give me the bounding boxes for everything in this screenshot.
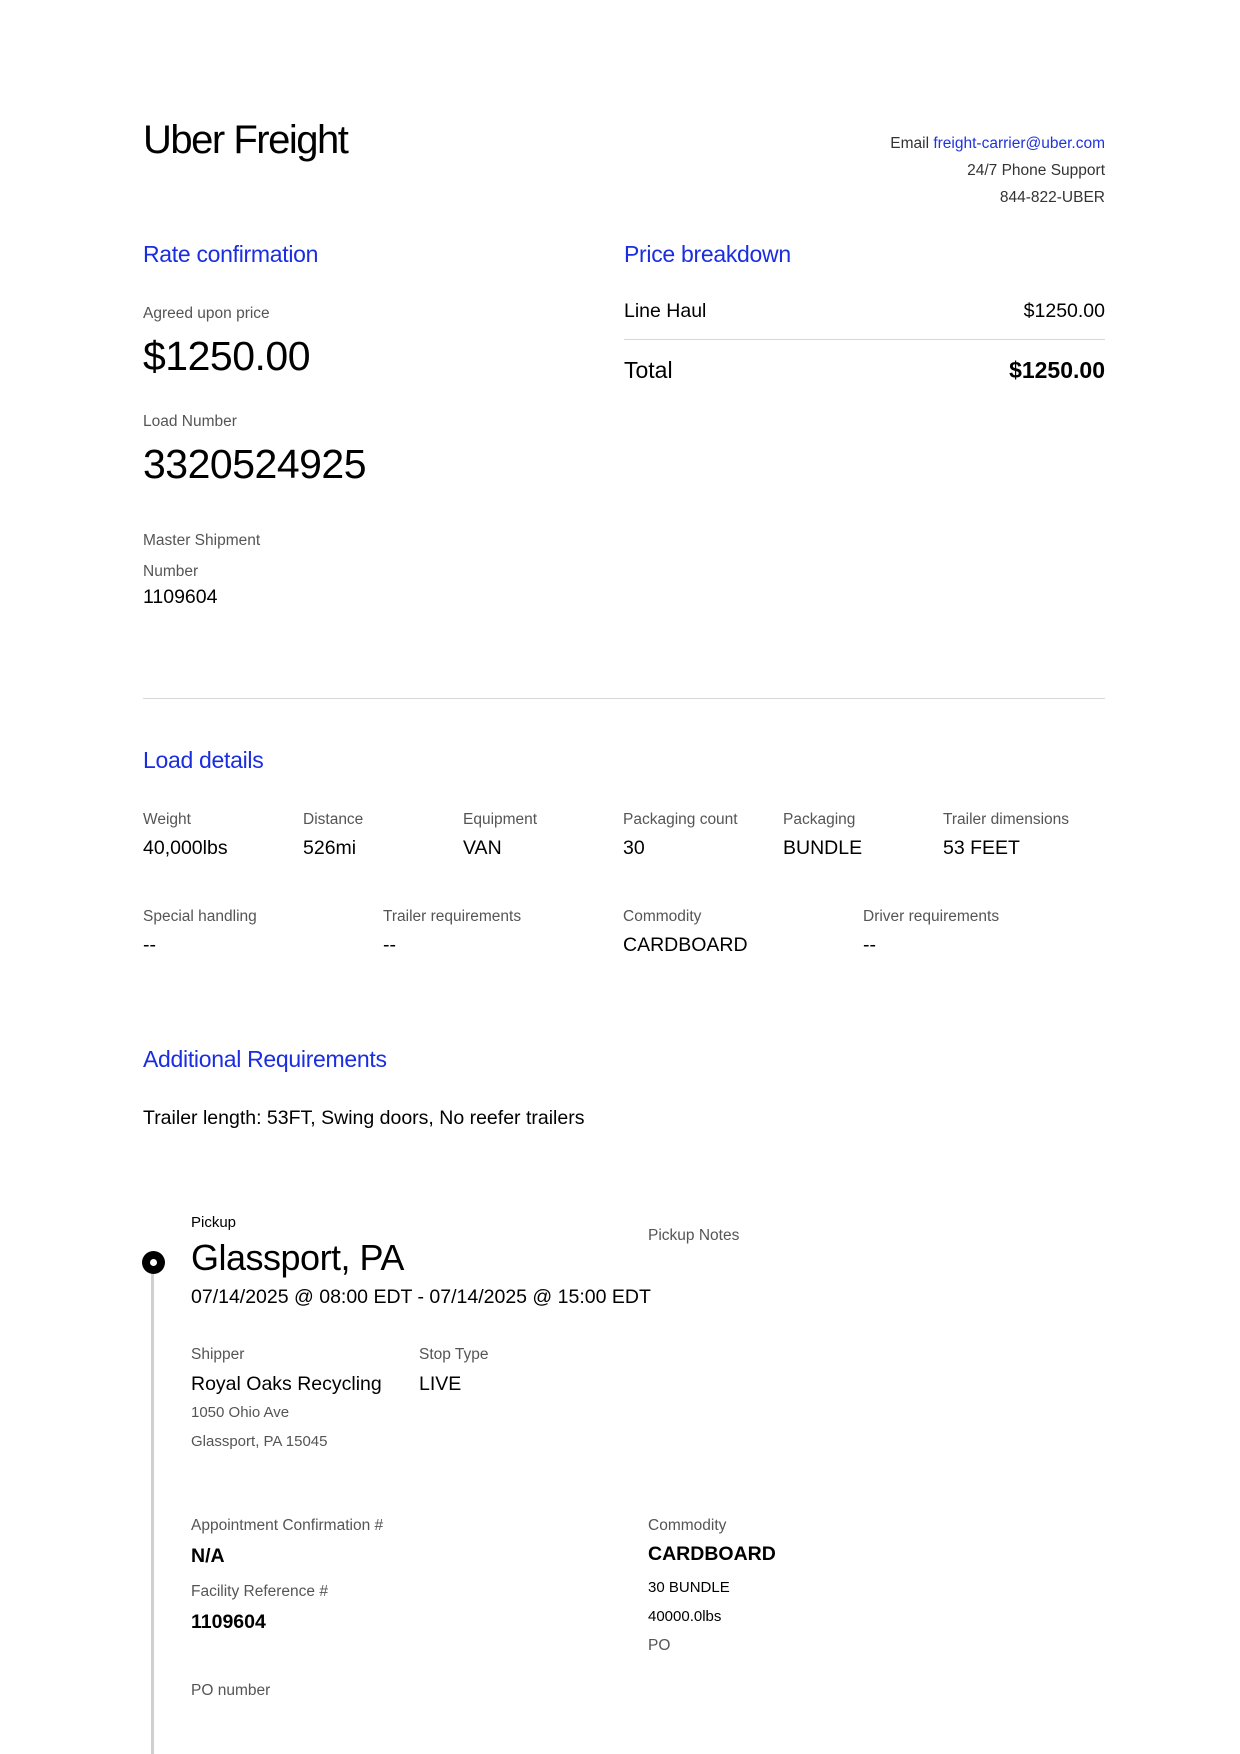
load-details-title: Load details bbox=[143, 747, 264, 773]
pickup-commodity-label: Commodity bbox=[648, 1517, 727, 1534]
distance-value: 526mi bbox=[303, 837, 357, 859]
load-weight bbox=[143, 811, 228, 860]
facility-reference-value: 1109604 bbox=[191, 1611, 266, 1633]
load-special-handling bbox=[143, 908, 257, 957]
price-breakdown-table bbox=[624, 300, 1105, 384]
load-equipment bbox=[463, 811, 537, 860]
pickup-stop-marker-icon bbox=[142, 1251, 165, 1274]
shipper-label: Shipper bbox=[191, 1346, 245, 1363]
pickup-notes-label: Pickup Notes bbox=[648, 1227, 740, 1244]
packaging-value: BUNDLE bbox=[783, 837, 863, 859]
shipper-address-line2: Glassport, PA 15045 bbox=[191, 1433, 328, 1450]
special-handling-value: -- bbox=[143, 934, 156, 956]
load-trailer-requirements bbox=[383, 908, 521, 957]
section-divider bbox=[143, 698, 1105, 699]
packaging-label: Packaging bbox=[783, 811, 856, 828]
master-shipment-label bbox=[143, 525, 260, 587]
trailer-requirements-label: Trailer requirements bbox=[383, 908, 522, 925]
shipper-name: Royal Oaks Recycling bbox=[191, 1373, 382, 1395]
line-haul-label: Line Haul bbox=[624, 300, 707, 322]
email-label: Email bbox=[890, 135, 930, 152]
agreed-price-value: $1250.00 bbox=[143, 333, 311, 379]
price-breakdown-title: Price breakdown bbox=[624, 241, 791, 267]
load-trailer-dimensions bbox=[943, 811, 1069, 860]
load-number-value: 3320524925 bbox=[143, 441, 367, 487]
pickup-commodity-weight: 40000.0lbs bbox=[648, 1608, 722, 1625]
additional-requirements-text: Trailer length: 53FT, Swing doors, No reefer trailers bbox=[143, 1107, 585, 1129]
contact-block bbox=[890, 130, 1105, 211]
load-driver-requirements bbox=[863, 908, 999, 957]
total-row bbox=[624, 357, 1105, 384]
price-divider bbox=[624, 339, 1105, 340]
stop-kind: Pickup bbox=[191, 1214, 237, 1231]
weight-label: Weight bbox=[143, 811, 191, 828]
load-packaging-count bbox=[623, 811, 738, 860]
load-packaging bbox=[783, 811, 862, 860]
load-commodity bbox=[623, 908, 748, 957]
master-shipment-value: 1109604 bbox=[143, 586, 218, 608]
equipment-label: Equipment bbox=[463, 811, 538, 828]
po-number-label: PO number bbox=[191, 1682, 271, 1699]
distance-label: Distance bbox=[303, 811, 364, 828]
timeline-line bbox=[151, 1274, 154, 1754]
rate-confirmation-title: Rate confirmation bbox=[143, 241, 319, 267]
commodity-value: CARDBOARD bbox=[623, 934, 748, 956]
uber-freight-logo: Uber Freight bbox=[143, 118, 348, 162]
stop-type-value: LIVE bbox=[419, 1373, 462, 1395]
line-haul-row bbox=[624, 300, 1105, 323]
commodity-label: Commodity bbox=[623, 908, 702, 925]
line-haul-value: $1250.00 bbox=[1023, 300, 1105, 322]
master-shipment-label-line1: Master Shipment bbox=[143, 532, 261, 549]
appointment-confirmation-value: N/A bbox=[191, 1545, 225, 1567]
appointment-confirmation-label: Appointment Confirmation # bbox=[191, 1517, 384, 1534]
special-handling-label: Special handling bbox=[143, 908, 257, 925]
driver-requirements-label: Driver requirements bbox=[863, 908, 1000, 925]
load-number-label: Load Number bbox=[143, 413, 237, 430]
email-link[interactable]: freight-carrier@uber.com bbox=[933, 135, 1105, 152]
packaging-count-label: Packaging count bbox=[623, 811, 738, 828]
pickup-po-label: PO bbox=[648, 1637, 671, 1654]
pickup-commodity-value: CARDBOARD bbox=[648, 1543, 776, 1565]
additional-requirements-title: Additional Requirements bbox=[143, 1046, 387, 1072]
load-distance bbox=[303, 811, 363, 860]
trailer-requirements-value: -- bbox=[383, 934, 396, 956]
packaging-count-value: 30 bbox=[623, 837, 645, 859]
weight-value: 40,000lbs bbox=[143, 837, 228, 859]
agreed-price-label: Agreed upon price bbox=[143, 305, 270, 322]
pickup-commodity-count: 30 BUNDLE bbox=[648, 1579, 730, 1596]
phone-number: 844-822-UBER bbox=[999, 189, 1105, 206]
master-shipment-label-line2: Number bbox=[143, 563, 199, 580]
phone-support-label: 24/7 Phone Support bbox=[967, 162, 1105, 179]
facility-reference-label: Facility Reference # bbox=[191, 1583, 328, 1600]
pickup-city: Glassport, PA bbox=[191, 1237, 404, 1278]
trailer-dimensions-label: Trailer dimensions bbox=[943, 811, 1070, 828]
total-label: Total bbox=[624, 357, 673, 383]
driver-requirements-value: -- bbox=[863, 934, 876, 956]
equipment-value: VAN bbox=[463, 837, 502, 859]
trailer-dimensions-value: 53 FEET bbox=[943, 837, 1020, 859]
total-value: $1250.00 bbox=[1009, 357, 1105, 383]
shipper-address-line1: 1050 Ohio Ave bbox=[191, 1404, 290, 1421]
pickup-window: 07/14/2025 @ 08:00 EDT - 07/14/2025 @ 15:00 EDT bbox=[191, 1286, 651, 1308]
stop-type-label: Stop Type bbox=[419, 1346, 489, 1363]
